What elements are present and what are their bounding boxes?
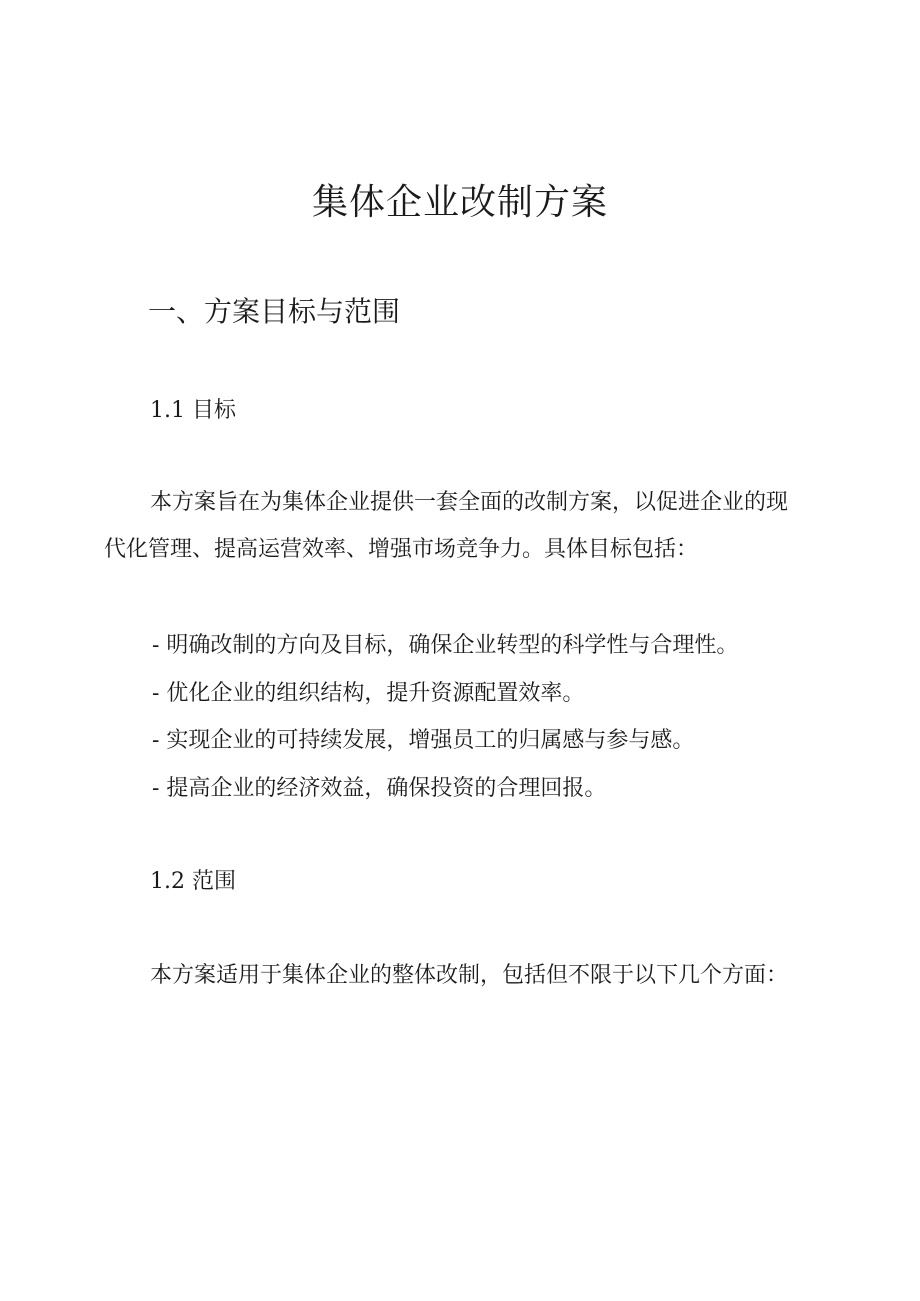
list-item: - 提高企业的经济效益，确保投资的合理回报。 <box>152 775 607 801</box>
list-item: - 实现企业的可持续发展，增强员工的归属感与参与感。 <box>152 728 695 753</box>
subsection-heading-1-1: 1.1 目标 <box>150 398 236 423</box>
subsection-heading-1-2: 1.2 范围 <box>150 869 236 894</box>
list-item: - 优化企业的组织结构，提升资源配置效率。 <box>152 680 585 706</box>
document-title: 集体企业改制方案 <box>311 182 608 223</box>
section-heading-1: 一、方案目标与范围 <box>148 295 401 328</box>
goal-paragraph: 本方案旨在为集体企业提供一套全面的改制方案，以促进企业的现代化管理、提高运营效率、增强市场竞争力。具体目标包括： <box>104 490 789 562</box>
list-item: - 明确改制的方向及目标，确保企业转型的科学性与合理性。 <box>152 633 739 658</box>
scope-paragraph: 本方案适用于集体企业的整体改制，包括但不限于以下几个方面： <box>150 963 789 988</box>
goal-list <box>152 622 738 812</box>
